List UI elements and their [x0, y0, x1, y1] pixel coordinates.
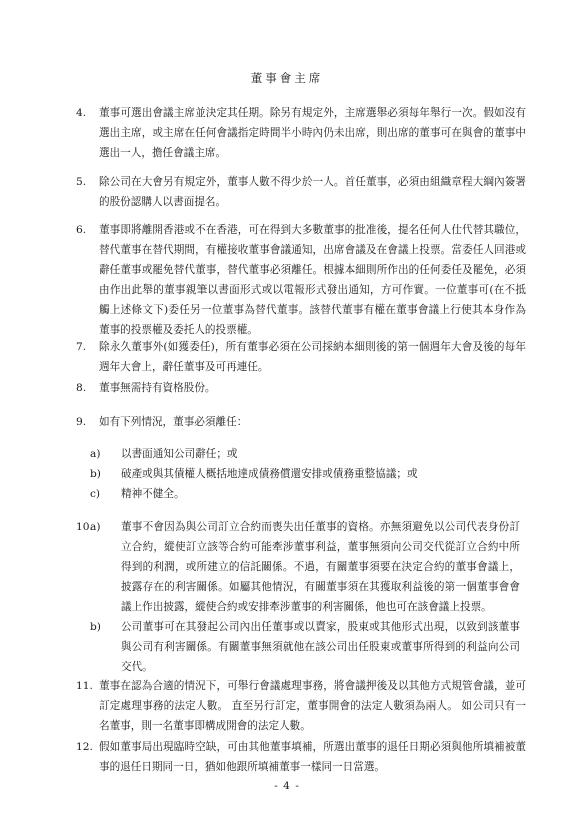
clause-text: 董事可選出會議主席並決定其任期。除另有規定外，主席選舉必須每年舉行一次。假如沒有選出主席，或主席在任何會議指定時間半小時內仍未出席，則出席的董事可在與會的董事中選出一人，擔任會議主席。 [99, 107, 526, 159]
sub-text: 精神不健全。 [121, 488, 185, 500]
sub-label: b) [90, 621, 101, 633]
clause-number: 8. [76, 382, 87, 394]
sub-text: 以書面通知公司辭任；或 [121, 448, 238, 460]
page-number: - 4 - [274, 780, 300, 792]
clause-text: 除公司在大會另有規定外，董事人數不得少於一人。首任董事，必須由組織章程大綱內簽署的股份認購人以書面提名。 [99, 176, 526, 208]
clause-text: 董事無需持有資格股份。 [99, 382, 216, 394]
clause-number: 11. [76, 680, 93, 692]
clause-number: 6. [76, 224, 87, 236]
clause-number: 5. [76, 176, 87, 188]
clause-text: 董事在認為合適的情況下，可舉行會議處理事務，將會議押後及以其他方式規管會議，並可訂定處理事務的法定人數。 直至另行訂定，董事開會的法定人數須為兩人。 如公司只有一名董事，則一名董事即構成開會的法定人數。 [99, 680, 526, 732]
sub-label: b) [90, 468, 101, 480]
section-heading: 董事會主席 [250, 71, 324, 85]
clause-number: 7. [76, 341, 87, 353]
clause-text: 董事即將離開香港或不在香港，可在得到大多數董事的批准後，提名任何人仕代替其職位，替代董事在替代期間，有權接收董事會議通知，出席會議及在會議上投票。當委任人回港或辭任董事或罷免替代董事，替代董事必須離任。根據本細則所作出的任何委任及罷免，必須由作出此舉的董事親筆以書面形式或以電報形式發出通知，方可作實。一位董事可(在不抵觸上述條文下)委任另一位董事為替代董事。該替代董事有權在董事會議上行使其本身作為董事的投票權及委托人的投票權。 [99, 224, 526, 336]
clause-text: 假如董事局出現臨時空缺，可由其他董事填補，所選出董事的退任日期必須與他所填補被董事的退任日期同一日，猶如他跟所填補董事一樣同一日當選。 [99, 741, 526, 773]
sub-label: a) [90, 448, 101, 460]
clause-number: 12. [76, 741, 93, 753]
clause-text: 除永久董事外(如獲委任)，所有董事必須在公司採納本細則後的第一個週年大會及後的每年週年大會上，辭任董事及可再連任。 [99, 341, 526, 373]
clause-number: 10. [76, 521, 93, 533]
sub-label: c) [90, 488, 101, 500]
clause-number: 4. [76, 107, 87, 119]
sub-label: a) [90, 521, 101, 533]
sub-text: 破產或與其債權人概括地達成債務償還安排或債務重整協議；或 [121, 468, 418, 480]
sub-text: 公司董事可在其發起公司內出任董事或以賣家，股東或其他形式出現，以致到該董事與公司有利害關係。有關董事無須就他在該公司出任股東或董事所得到的利益向公司交代。 [121, 621, 520, 673]
clause-text: 如有下列情況，董事必須離任： [99, 416, 248, 428]
sub-text: 董事不會因為與公司訂立合約而喪失出任董事的資格。亦無須避免以公司代表身份訂立合約，縱使訂立該等合約可能牽涉董事利益，董事無須向公司交代從訂立合約中所得到的利潤，或所建立的信託關係。不過，有關董事須要在決定合約的董事會議上，披露存在的利害關係。如屬其他情況，有關董事須在其獲取利益後的第一個董事會會議上作出披露，縱使合約或安排牽涉董事的利害關係，他也可在該會議上投票。 [121, 521, 520, 613]
clause-number: 9. [76, 416, 87, 428]
